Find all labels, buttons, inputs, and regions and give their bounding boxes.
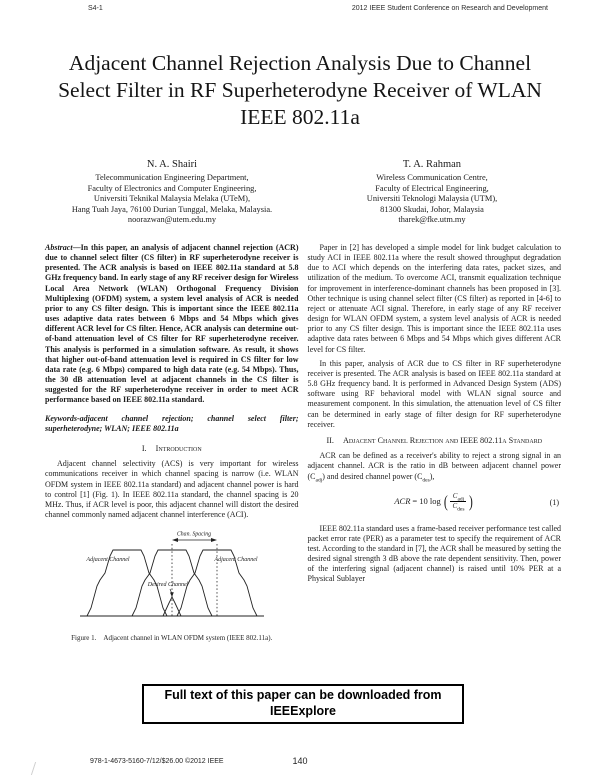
author-2-affiliation-line: Wireless Communication Centre, bbox=[376, 173, 488, 182]
adjacent-channel-label-left: Adjacent Channel bbox=[86, 557, 130, 564]
denominator-symbol: C bbox=[452, 501, 458, 510]
author-1-affiliation-line: Hang Tuah Jaya, 76100 Durian Tunggal, Melaka, Malaysia. bbox=[71, 204, 273, 214]
figure-caption-text: Adjacent channel in WLAN OFDM system (IEEE 802.11a). bbox=[103, 634, 273, 643]
author-2-affiliation-line: 81300 Skudai, Johor, Malaysia bbox=[380, 204, 484, 214]
acr-text: ACR can be defined as a receiver's ability to reject a strong signal in an adjacent channel. ACR is the ratio in dB between adjacent channel power (C bbox=[307, 451, 561, 481]
subscript-des: des bbox=[422, 477, 430, 484]
close-paren: ) bbox=[469, 491, 474, 511]
acr-definition-paragraph bbox=[307, 451, 562, 484]
section-heading-introduction bbox=[45, 444, 299, 454]
pointer-arrowhead bbox=[170, 592, 174, 597]
fraction-denominator bbox=[450, 502, 466, 511]
section-heading-acr-standard bbox=[308, 436, 562, 446]
left-column bbox=[45, 243, 299, 643]
chan-spacing-label: Chan. Spacing bbox=[176, 531, 211, 538]
page-footer bbox=[0, 756, 600, 772]
figure-1-caption bbox=[45, 634, 299, 643]
abstract bbox=[45, 243, 299, 406]
fraction-numerator bbox=[450, 492, 466, 502]
author-1-affiliation-line: Universiti Teknikal Malaysia Melaka (UTeM), bbox=[93, 194, 251, 204]
author-2-email: tharek@fke.utm.my bbox=[398, 215, 466, 225]
page-header bbox=[88, 5, 548, 12]
author-2 bbox=[302, 159, 562, 226]
adjacent-channel-label-right: Adjacent Channel bbox=[214, 557, 258, 564]
author-2-affiliation-line: Universiti Teknologi Malaysia (UTM), bbox=[366, 194, 498, 204]
equation-lhs: ACR bbox=[394, 495, 411, 506]
paper-title: Adjacent Channel Rejection Analysis Due to Channel Select Filter in RF Superheterodyne Receiver of WLAN IEEE 802.11a bbox=[58, 51, 542, 130]
conference-name: 2012 IEEE Student Conference on Research and Development bbox=[351, 5, 548, 12]
intro-paragraph: Adjacent channel selectivity (ACS) is very important for wireless communications receiver in which channel spacing is narrow (i.e. WLAN OFDM system in IEEE 802.11a standard) and adjacent channel power is hard to control [1] (Fig. 1). In IEEE 802.11a standard, the channel spacing is 20 MHz. Thus, if ACR level is poor, this adjacent channel will distort the desired channel commonly named adjacent channel interference (ACI). bbox=[45, 459, 299, 519]
two-column-body bbox=[45, 243, 561, 643]
author-1-email: noorazwan@utem.edu.my bbox=[127, 215, 217, 225]
related-work-paragraph: Paper in [2] has developed a simple model for link budget calculation to study ACI in IEEE 802.11a where the result showed throughput degradation due to ACI which depends on the interfering data rates, packet sizes, and utilization of the medium. To overcome ACI, transmit equalization technique for improvement in interference-dominant channels has been proposed in [3]. Other technique is using channel select filter (CS filter) as reported in [4-6] to reject or attenuate ACI signal. Therefore, in early stage of any RF receiver design for WLAN OFDM system, a system level analysis of ACR is needed prior to any CS filter design. This is important since the IEEE 802.11a uses adaptive data rates between 6 Mbps and 54 Mbps which gives different ACR level for CS filter. bbox=[307, 243, 561, 354]
acr-text: ), bbox=[429, 471, 435, 481]
section-title: Adjacent Channel Rejection and IEEE 802.11a Standard bbox=[342, 435, 543, 445]
copyright-line: 978-1-4673-5160-7/12/$26.00 ©2012 IEEE bbox=[90, 758, 224, 765]
equation-1 bbox=[308, 490, 562, 516]
numerator-subscript: adj bbox=[457, 496, 465, 503]
this-paper-paragraph: In this paper, analysis of ACR due to CS filter in RF superheterodyne receiver is presented. The ACR analysis is based on IEEE 802.11a standard at 5.8 GHz frequency band. It is performed in Advanced Design System (ADS) software using RF behavioral model with WLAN signal source and measurement component. In this simulation, the attenuation level of CS filter can be determined in early stage of filter design for RF superheterodyne receiver. bbox=[307, 358, 561, 429]
abstract-label: Abstract bbox=[45, 243, 73, 252]
equation-fraction bbox=[450, 492, 466, 511]
page-number: 140 bbox=[292, 756, 308, 766]
author-1-affiliation-line: Faculty of Electronics and Computer Engineering, bbox=[87, 183, 257, 193]
section-number: II. bbox=[326, 435, 334, 445]
section-title: Introduction bbox=[155, 443, 202, 453]
author-2-affiliation-line: Faculty of Electrical Engineering, bbox=[375, 183, 489, 193]
per-test-paragraph: IEEE 802.11a standard uses a frame-based receiver performance test called packet error rate (PER) as a parameter test to specify the requirement of ACR test. According to the standard in [7], the ACR shall be measured by setting the desired signal strength 3 dB above the rate dependent sensitivity. Then, power of the interfering signal (adjacent channel) is raised until 10% PER at a Physical Sublayer bbox=[307, 523, 561, 584]
acr-text: ) and desired channel power (C bbox=[322, 471, 423, 481]
author-1 bbox=[42, 159, 302, 226]
right-column bbox=[308, 243, 562, 643]
arrowhead-left bbox=[172, 538, 178, 542]
session-code: S4-1 bbox=[88, 5, 103, 12]
keywords: Keywords-adjacent channel rejection; channel select filter; superheterodyne; WLAN; IEEE 802.11a bbox=[45, 413, 299, 433]
arrowhead-right bbox=[211, 538, 217, 542]
equation-body bbox=[394, 492, 474, 511]
download-notice: Full text of this paper can be downloaded from IEEExplore bbox=[142, 684, 464, 724]
desired-channel-label: Desired Channel bbox=[147, 582, 189, 589]
equation-number: (1) bbox=[549, 497, 559, 507]
authors-block bbox=[42, 159, 562, 226]
numerator-symbol: C bbox=[452, 491, 458, 500]
subscript-adj: adj bbox=[315, 477, 323, 484]
figure-1 bbox=[45, 528, 299, 643]
abstract-text: —In this paper, an analysis of adjacent channel rejection (ACR) due to channel select filter (CS filter) in RF superheterodyne receiver is presented. The ACR analysis is based on IEEE 802.11a standard at 5.8 GHz frequency band. In early stage of any RF receiver design for Wireless Local Area Network (WLAN) Orthogonal Frequency Division Multiplexing (OFDM) system, a system level analysis of ACR is needed prior to any CS filter design. This is important since the IEEE 802.11a uses adaptive data rates between 6 Mbps and 54 Mbps which gives different ACR level for CS filter. Hence, ACR analysis can determine out-of-band attenuation level of CS filter for RF superheterodyne receiver. This analysis is performed in a simulation software. As result, it shows that higher out-of-band attenuation level is required in CS filter for low data rate (e.g. 6 Mbps) compared to high data rate (e.g. 54 Mbps). Thus, the 30 dB attenuation level at adjacent channels in the CS filter is suggested for the RF superheterodyne receiver in order to meet ACR performance based on IEEE 802.11a standard. bbox=[45, 243, 299, 405]
section-number: I. bbox=[141, 443, 147, 453]
figure-caption-label: Figure 1. bbox=[71, 634, 97, 643]
spectrum-mask-diagram bbox=[77, 528, 267, 626]
author-1-name: N. A. Shairi bbox=[146, 159, 198, 170]
author-2-name: T. A. Rahman bbox=[402, 159, 462, 170]
author-1-affiliation-line: Telecommunication Engineering Department, bbox=[95, 173, 249, 182]
denominator-subscript: des bbox=[457, 505, 465, 512]
open-paren: ( bbox=[443, 491, 448, 511]
equation-operator: = 10 log bbox=[412, 495, 441, 506]
